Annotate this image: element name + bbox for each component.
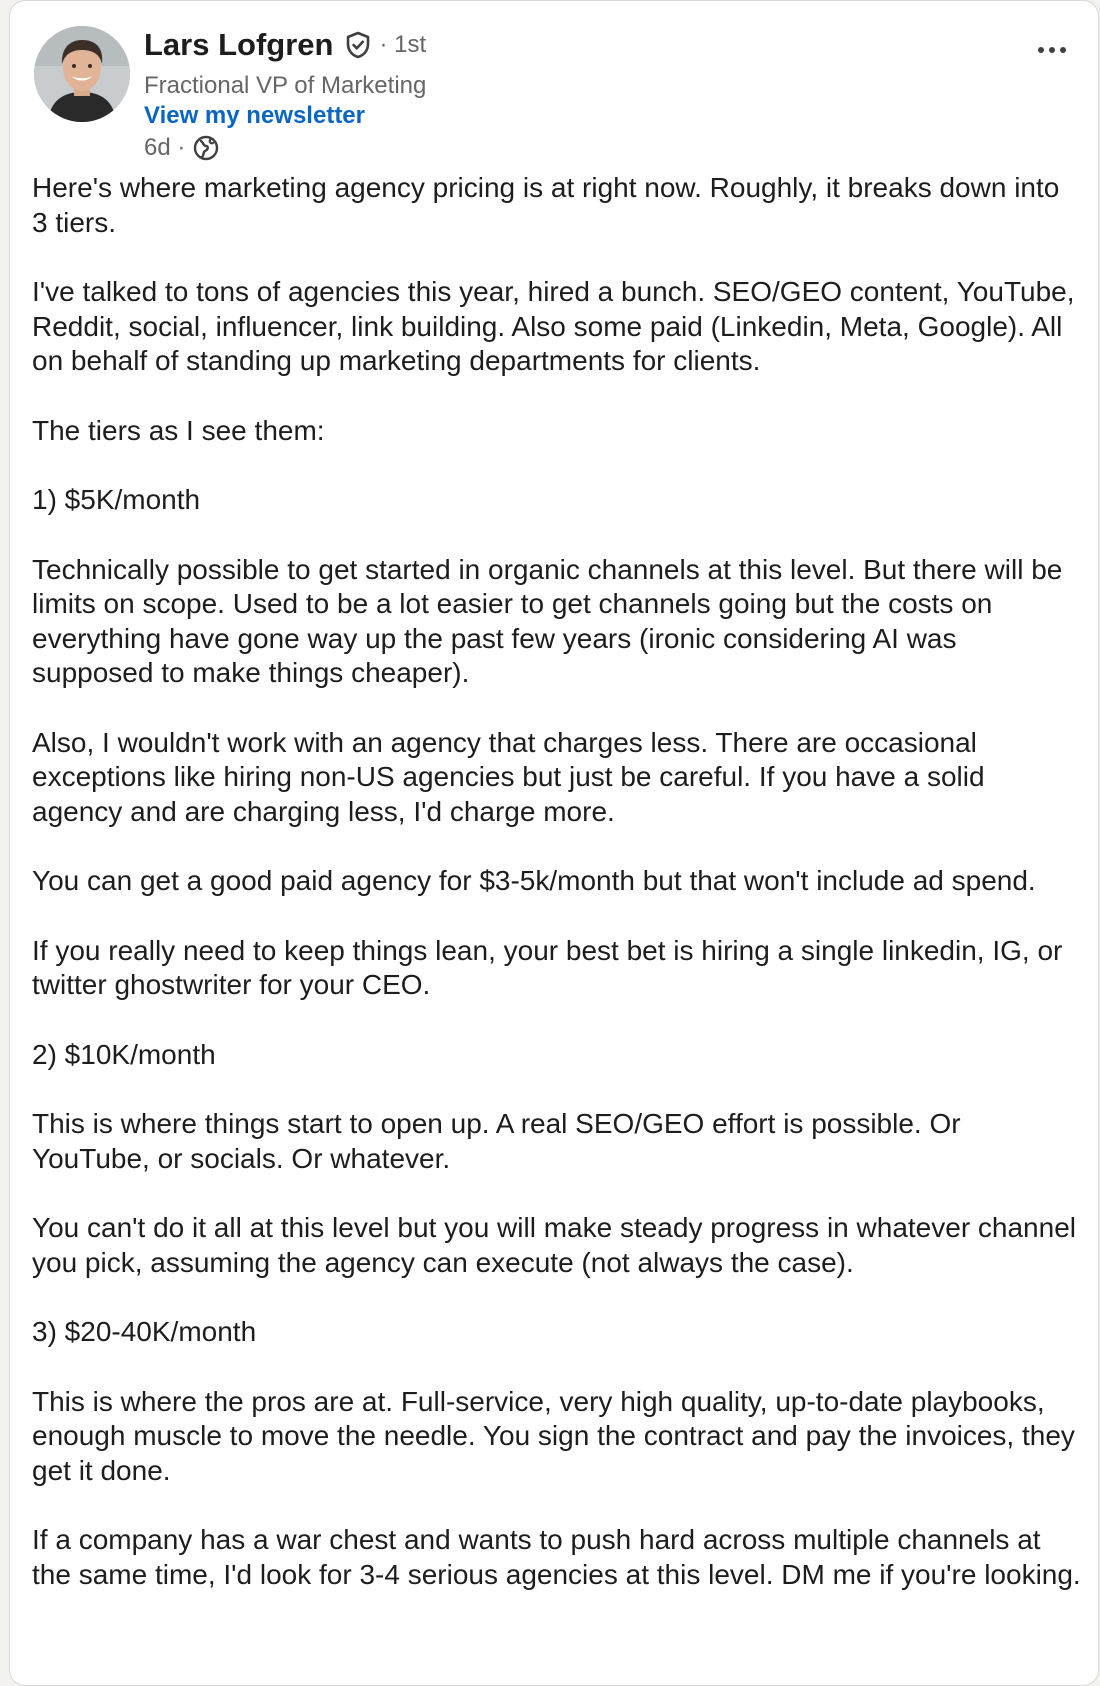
post-paragraph: Here's where marketing agency pricing is at right now. Roughly, it breaks down into 3 tiers. bbox=[32, 172, 1060, 238]
post-paragraph: Also, I wouldn't work with an agency that charges less. There are occasional exceptions like hiring non-US agencies but just be careful. If you have a solid agency and are charging less, I'd charge more. bbox=[32, 726, 985, 827]
post-meta bbox=[144, 131, 426, 165]
globe-icon bbox=[193, 135, 219, 161]
post-paragraph: This is where the pros are at. Full-service, very high quality, up-to-date playbooks, enough muscle to move the needle. You sign the contract and pay the invoices, they get it done. bbox=[32, 1385, 1075, 1486]
post-paragraph: Technically possible to get started in organic channels at this level. But there will be limits on scope. Used to be a lot easier to get channels going but the costs on everything have gone way up the past few years (ironic considering AI was supposed to make things cheaper). bbox=[32, 553, 1063, 688]
author-name[interactable]: Lars Lofgren bbox=[144, 27, 334, 62]
post-card bbox=[9, 0, 1099, 1686]
author-headline: Fractional VP of Marketing bbox=[144, 72, 427, 99]
post-paragraph: I've talked to tons of agencies this year, hired a bunch. SEO/GEO content, YouTube, Reddit, social, influencer, link building. Also some paid (Linkedin, Meta, Google). All on behalf of standing up marketing departments for clients. bbox=[32, 276, 1075, 376]
post-paragraph: You can get a good paid agency for $3-5k/month but that won't include ad spend. bbox=[32, 865, 1036, 896]
connection-degree: · 1st bbox=[379, 31, 427, 58]
post-paragraph: If a company has a war chest and wants to push hard across multiple channels at the same time, I'd look for 3-4 serious agencies at this level. DM me if you're looking. bbox=[32, 1524, 1081, 1590]
author-info bbox=[144, 25, 426, 165]
author-avatar[interactable] bbox=[34, 26, 130, 122]
tier-heading: 1) $5K/month bbox=[32, 484, 201, 515]
post-paragraph: You can't do it all at this level but you will make steady progress in whatever channel you pick, assuming the agency can execute (not always the case). bbox=[32, 1212, 1076, 1278]
post-paragraph: If you really need to keep things lean, your best bet is hiring a single linkedin, IG, or twitter ghostwriter for your CEO. bbox=[32, 934, 1063, 1000]
author-name-row bbox=[144, 25, 426, 65]
post-text bbox=[32, 171, 1082, 1627]
post-time: 6d · bbox=[144, 134, 186, 161]
verified-shield-icon bbox=[343, 30, 373, 60]
more-options-icon bbox=[1037, 46, 1067, 54]
more-options-button[interactable] bbox=[1032, 35, 1072, 65]
post-paragraph: This is where things start to open up. A real SEO/GEO effort is possible. Or YouTube, or socials. Or whatever. bbox=[32, 1108, 961, 1174]
tier-heading: 3) $20-40K/month bbox=[32, 1316, 257, 1347]
tier-heading: 2) $10K/month bbox=[32, 1038, 216, 1070]
post-header bbox=[10, 1, 1098, 171]
avatar-photo bbox=[34, 26, 130, 122]
post-paragraph: The tiers as I see them: bbox=[32, 414, 325, 446]
view-newsletter-link[interactable]: View my newsletter bbox=[144, 102, 365, 129]
